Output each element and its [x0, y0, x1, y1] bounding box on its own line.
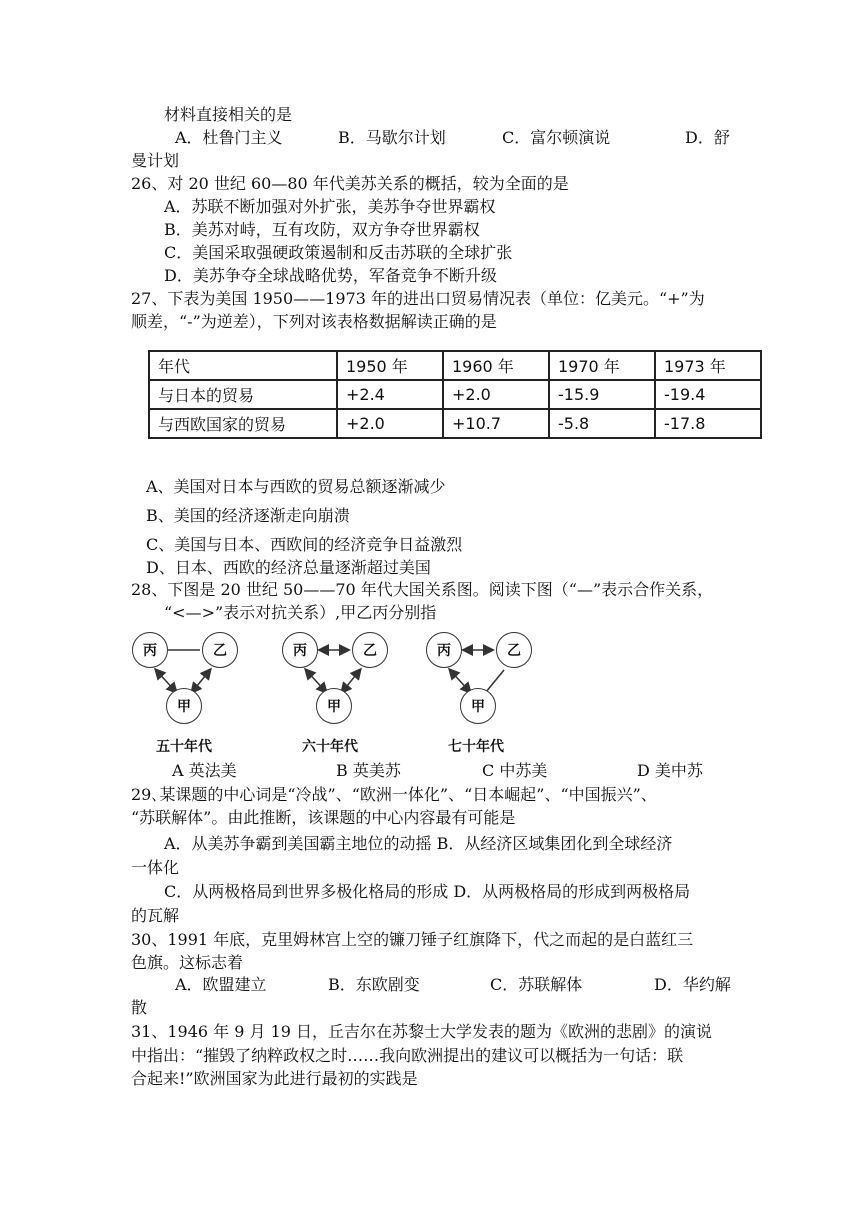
q28-stem-line2: “<—>”表示对抗关系）,甲乙丙分别指	[164, 603, 437, 622]
table-cell: 与西欧国家的贸易	[149, 409, 337, 438]
trade-table	[148, 350, 762, 439]
relation-diagram-70s	[424, 632, 564, 755]
table-cell: +2.0	[337, 409, 443, 438]
diagram-label: 七十年代	[448, 739, 504, 755]
q30-stem-line2: 色旗。这标志着	[131, 953, 244, 972]
node-jia: 甲	[460, 688, 496, 724]
q31-line1: 31、1946 年 9 月 19 日，丘吉尔在苏黎士大学发表的题为《欧洲的悲剧》的演说	[131, 1022, 713, 1041]
q30-option-d-wrap: 散	[131, 998, 148, 1017]
q26-option-a: A．苏联不断加强对外扩张，美苏争夺世界霸权	[164, 197, 496, 216]
table-header-cell: 1960 年	[443, 351, 549, 380]
q29-options-ab-wrap: 一体化	[131, 858, 180, 877]
node-bing: 丙	[426, 632, 462, 668]
q27-option-b: B、美国的经济逐渐走向崩溃	[146, 506, 350, 525]
table-cell: +2.0	[443, 380, 549, 409]
q26-stem: 26、对 20 世纪 60—80 年代美苏关系的概括，较为全面的是	[131, 174, 569, 193]
node-bing: 丙	[132, 632, 168, 668]
relation-diagram-60s	[280, 632, 420, 755]
q28-option-b: B 英美苏	[336, 761, 401, 780]
q30-option-c: C．苏联解体	[490, 975, 583, 994]
table-cell: -19.4	[655, 380, 761, 409]
table-cell: +2.4	[337, 380, 443, 409]
q27-option-d: D、日本、西欧的经济总量逐渐超过美国	[146, 558, 431, 577]
q27-option-c: C、美国与日本、西欧间的经济竞争日益激烈	[146, 535, 463, 554]
q25-option-d-wrap: 曼计划	[131, 151, 180, 170]
q31-line3: 合起来!”欧洲国家为此进行最初的实践是	[131, 1069, 418, 1088]
table-row	[149, 380, 761, 409]
q29-stem-line2: “苏联解体”。由此推断，该课题的中心内容最有可能是	[131, 808, 516, 827]
diagram-label: 六十年代	[302, 739, 358, 755]
table-cell: -5.8	[549, 409, 655, 438]
q28-option-c: C 中苏美	[482, 761, 548, 780]
table-cell: +10.7	[443, 409, 549, 438]
table-cell: -15.9	[549, 380, 655, 409]
node-jia: 甲	[316, 688, 352, 724]
q29-stem-line1: 29､某课题的中心词是“冷战”、“欧洲一体化”、“日本崛起”、“中国振兴”、	[131, 785, 657, 804]
table-row	[149, 409, 761, 438]
q30-option-d: D．华约解	[654, 975, 731, 994]
node-bing: 丙	[282, 632, 318, 668]
table-cell: -17.8	[655, 409, 761, 438]
diagram-label: 五十年代	[156, 739, 212, 755]
q29-options-ab: A．从美苏争霸到美国霸主地位的动摇 B．从经济区域集团化到全球经济	[164, 834, 673, 853]
q25-option-a: A．杜鲁门主义	[175, 128, 283, 147]
q29-options-cd-wrap: 的瓦解	[131, 906, 180, 925]
table-header-row	[149, 351, 761, 380]
q30-stem-line1: 30、1991 年底，克里姆林宫上空的镰刀锤子红旗降下，代之而起的是白蓝红三	[131, 930, 694, 949]
q31-line2: 中指出：“摧毁了纳粹政权之时……我向欧洲提出的建议可以概括为一句话：联	[131, 1046, 684, 1065]
q30-option-b: B．东欧剧变	[328, 975, 420, 994]
q28-stem-line1: 28、下图是 20 世纪 50——70 年代大国关系图。阅读下图（“—”表示合作关系，	[131, 580, 714, 599]
q26-option-b: B．美苏对峙，互有攻防，双方争夺世界霸权	[164, 220, 480, 239]
q25-option-d: D．舒	[685, 128, 730, 147]
node-yi: 乙	[202, 632, 238, 668]
q26-option-c: C．美国采取强硬政策遏制和反击苏联的全球扩张	[164, 243, 513, 262]
table-header-cell: 年代	[149, 351, 337, 380]
q25-option-b: B．马歇尔计划	[338, 128, 446, 147]
q28-option-a: A 英法美	[172, 761, 237, 780]
node-yi: 乙	[352, 632, 388, 668]
q28-option-d: D 美中苏	[637, 761, 703, 780]
q30-option-a: A．欧盟建立	[175, 975, 267, 994]
table-cell: 与日本的贸易	[149, 380, 337, 409]
q29-options-cd: C．从两极格局到世界多极化格局的形成 D．从两极格局的形成到两极格局	[164, 882, 691, 901]
q26-option-d: D．美苏争夺全球战略优势，军备竞争不断升级	[164, 266, 497, 285]
relation-diagram-50s	[130, 632, 270, 755]
q27-option-a: A、美国对日本与西欧的贸易总额逐渐减少	[146, 477, 446, 496]
node-jia: 甲	[166, 688, 202, 724]
table-header-cell: 1950 年	[337, 351, 443, 380]
table-header-cell: 1970 年	[549, 351, 655, 380]
q25-tail: 材料直接相关的是	[164, 105, 293, 124]
q27-stem-line1: 27、下表为美国 1950——1973 年的进出口贸易情况表（单位：亿美元。“+”为	[131, 289, 705, 308]
table-header-cell: 1973 年	[655, 351, 761, 380]
q25-option-c: C．富尔顿演说	[502, 128, 611, 147]
node-yi: 乙	[496, 632, 532, 668]
q27-stem-line2: 顺差，“-”为逆差），下列对该表格数据解读正确的是	[131, 312, 497, 331]
